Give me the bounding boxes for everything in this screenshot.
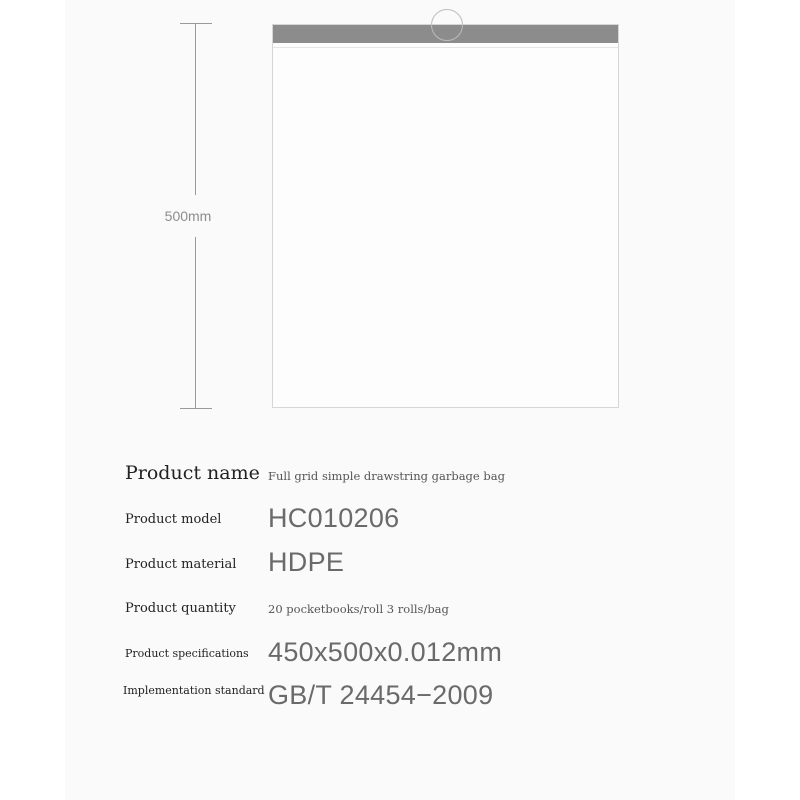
dimension-line-lower [195,237,196,409]
dimension-bottom-tick [180,408,212,409]
spec-label-product-quantity: Product quantity [125,601,236,616]
spec-label-product-name: Product name [125,462,260,484]
spec-value-product-quantity: 20 pocketbooks/roll 3 rolls/bag [268,602,449,616]
dimension-line-upper [195,23,196,195]
dimension-height-label: 500mm [164,208,212,224]
spec-label-product-model: Product model [125,512,222,527]
spec-value-product-model: HC010206 [268,503,400,533]
spec-value-implementation-standard: GB/T 24454−2009 [268,680,494,710]
garbage-bag-illustration [272,24,619,408]
bag-seal-line [273,47,618,48]
spec-value-product-material: HDPE [268,547,345,577]
spec-label-product-specifications: Product specifications [125,647,249,660]
spec-value-product-specifications: 450x500x0.012mm [268,637,503,667]
dimension-top-tick [180,23,212,24]
spec-label-implementation-standard: Implementation standard [123,684,265,697]
spec-label-product-material: Product material [125,557,237,572]
spec-value-product-name: Full grid simple drawstring garbage bag [268,469,505,483]
bag-top-notch [431,9,463,41]
